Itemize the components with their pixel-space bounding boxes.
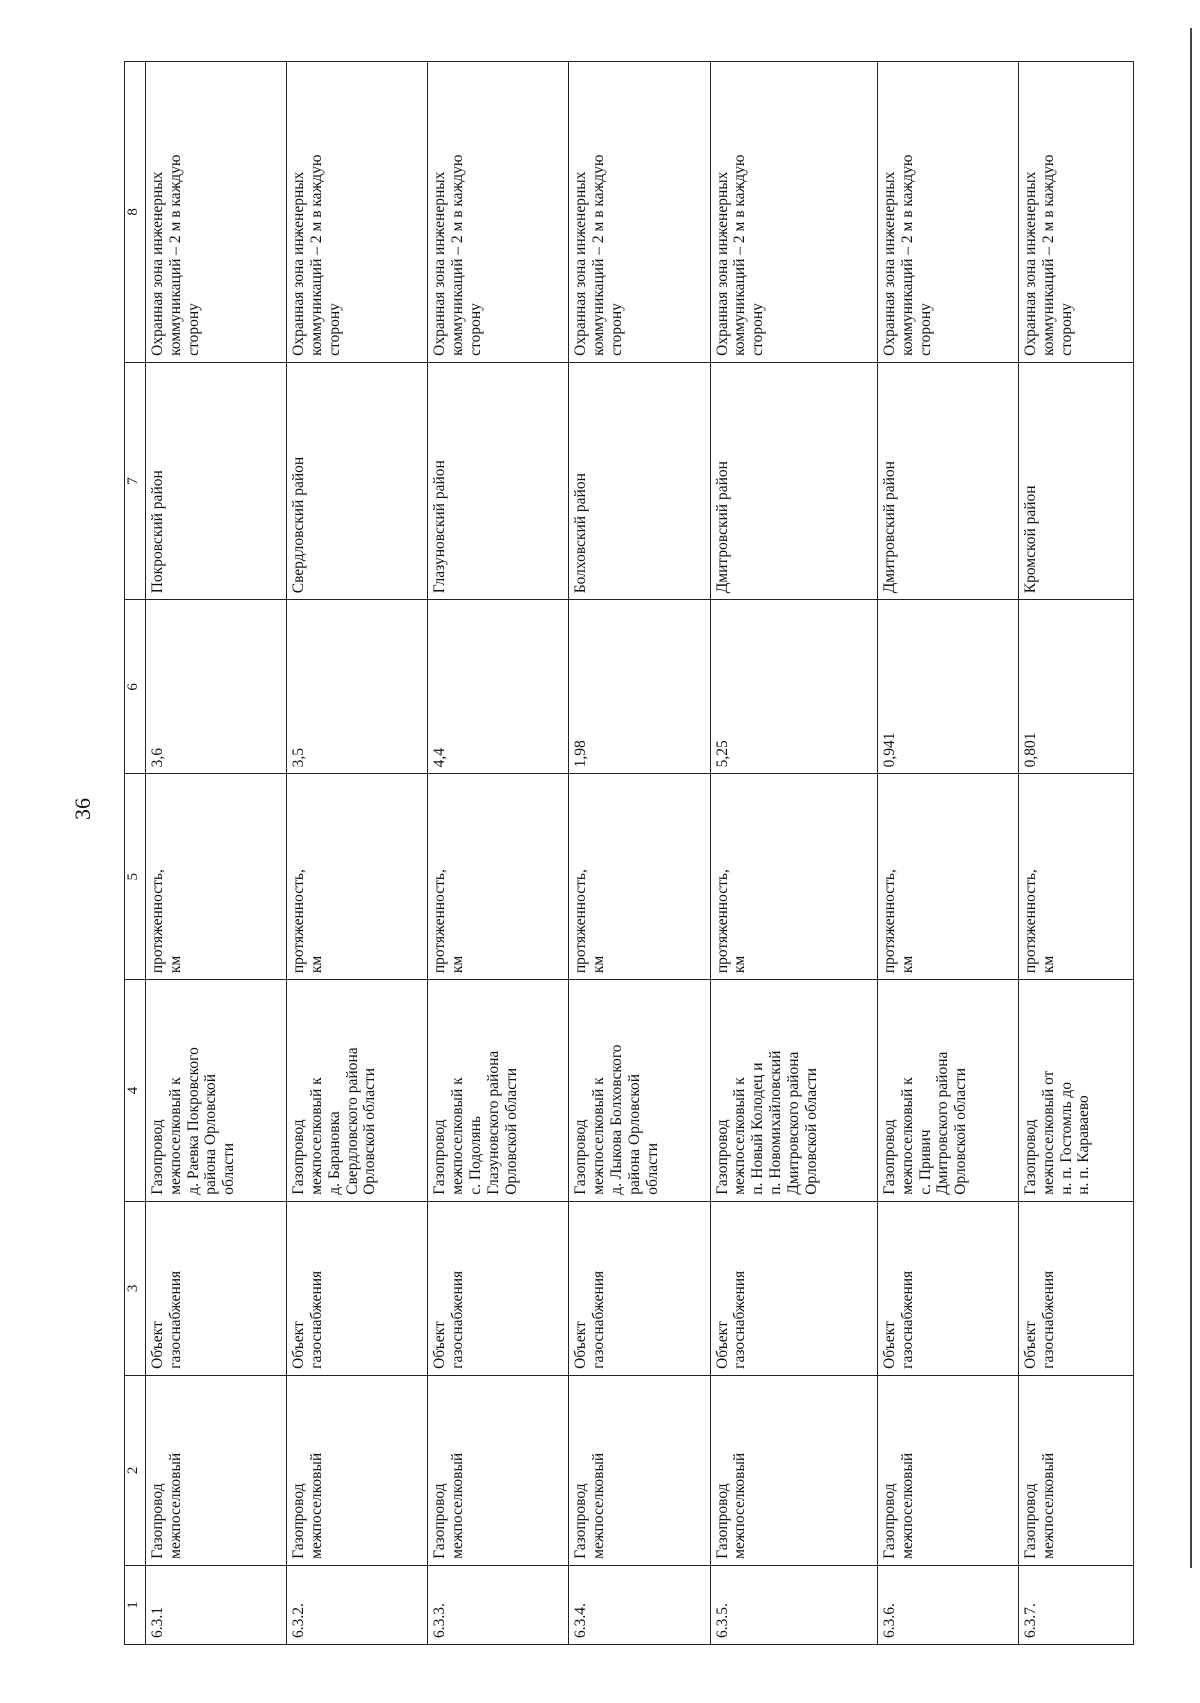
cell-type (710, 1201, 877, 1375)
cell-zone (146, 62, 287, 363)
cell-value: 4,4 (428, 600, 569, 774)
cell-name-line: Газопровод (713, 1483, 731, 1559)
cell-type-line: Объект (880, 1321, 898, 1369)
cell-desc (877, 980, 1018, 1202)
cell-desc-line: Газопровод (880, 1119, 898, 1195)
cell-desc-line: Газопровод (290, 1119, 308, 1195)
cell-zone (710, 62, 877, 363)
page-number: 36 (70, 798, 95, 820)
cell-name (877, 1375, 1018, 1565)
cell-type (569, 1201, 710, 1375)
cell-name-line: Газопровод (880, 1483, 898, 1559)
header-row (125, 62, 146, 1645)
cell-zone-line: Охранная зона инженерных (290, 171, 308, 356)
cell-desc-line: Орловской области (952, 1067, 970, 1195)
cell-desc-line: Свердловского района (343, 1047, 361, 1195)
cell-zone (428, 62, 569, 363)
cell-desc-line: Орловской области (802, 1067, 820, 1195)
cell-zone-line: коммуникаций – 2 м в каждую (1039, 154, 1057, 356)
scan-edge-line (1190, 28, 1192, 1568)
cell-zone-line: Охранная зона инженерных (1022, 171, 1040, 356)
cell-zone-line: коммуникаций – 2 м в каждую (898, 154, 916, 356)
cell-zone-line: сторону (466, 303, 484, 356)
cell-value: 3,6 (146, 600, 287, 774)
cell-param (877, 774, 1018, 980)
cell-param-line: протяженность, (1022, 869, 1040, 974)
table-row (428, 62, 569, 1645)
table-row (710, 62, 877, 1645)
cell-desc-line: Газопровод (1022, 1119, 1040, 1195)
cell-num: 6.3.1 (146, 1565, 287, 1644)
cell-param-line: протяженность, (713, 869, 731, 974)
cell-num: 6.3.7. (1019, 1565, 1134, 1644)
cell-desc-line: с. Привич (916, 1129, 934, 1195)
cell-name (1019, 1375, 1134, 1565)
header-col-6: 6 (125, 600, 146, 774)
cell-num: 6.3.3. (428, 1565, 569, 1644)
cell-desc (428, 980, 569, 1202)
cell-name-line: межпоселковый (166, 1452, 184, 1559)
cell-param-line: км (590, 955, 608, 974)
cell-value: 1,98 (569, 600, 710, 774)
cell-type-line: газоснабжения (449, 1270, 467, 1369)
table-row (146, 62, 287, 1645)
header-col-4: 4 (125, 980, 146, 1202)
cell-num: 6.3.5. (710, 1565, 877, 1644)
cell-name-line: Газопровод (149, 1483, 166, 1559)
cell-param-line: протяженность, (290, 869, 308, 974)
cell-type-line: газоснабжения (898, 1270, 916, 1369)
cell-param-line: протяженность, (572, 869, 590, 974)
cell-zone-line: Охранная зона инженерных (149, 171, 166, 356)
cell-num: 6.3.6. (877, 1565, 1018, 1644)
cell-desc-line: п. Новомихайловский (767, 1050, 784, 1195)
cell-desc-line: н. п. Караваево (1075, 1095, 1093, 1195)
cell-zone-line: сторону (184, 303, 202, 356)
cell-desc-line: д. Барановка (325, 1111, 343, 1195)
cell-param (287, 774, 428, 980)
gas-pipeline-table (124, 61, 1134, 1645)
cell-param (146, 774, 287, 980)
cell-desc-line: межпоселковый к (898, 1077, 916, 1195)
cell-desc-line: межпоселковый к (166, 1077, 184, 1195)
cell-desc-line: области (220, 1142, 238, 1195)
cell-name-line: Газопровод (1022, 1483, 1040, 1559)
cell-name (287, 1375, 428, 1565)
cell-desc-line: п. Новый Колодец и (749, 1062, 767, 1195)
cell-name-line: Газопровод (431, 1483, 449, 1559)
cell-desc (569, 980, 710, 1202)
cell-district: Болховский район (569, 362, 710, 599)
cell-desc (1019, 980, 1134, 1202)
table-row (1019, 62, 1134, 1645)
cell-zone (877, 62, 1018, 363)
cell-desc-line: межпоселковый к (449, 1077, 467, 1195)
rotated-table-container (124, 61, 1134, 1645)
cell-district: Дмитровский район (710, 362, 877, 599)
cell-zone-line: коммуникаций – 2 м в каждую (449, 154, 467, 356)
header-col-7: 7 (125, 362, 146, 599)
cell-district: Дмитровский район (877, 362, 1018, 599)
cell-type (877, 1201, 1018, 1375)
cell-value: 0,941 (877, 600, 1018, 774)
cell-zone-line: коммуникаций – 2 м в каждую (590, 154, 608, 356)
cell-param-line: км (307, 955, 325, 974)
cell-desc-line: д. Раевка Покровского (184, 1047, 202, 1195)
cell-param (710, 774, 877, 980)
cell-zone-line: сторону (1057, 303, 1075, 356)
cell-num: 6.3.4. (569, 1565, 710, 1644)
cell-zone-line: коммуникаций – 2 м в каждую (166, 154, 184, 356)
cell-param (1019, 774, 1134, 980)
table-row (287, 62, 428, 1645)
cell-type (1019, 1201, 1134, 1375)
cell-param-line: км (166, 955, 184, 974)
cell-name-line: Газопровод (572, 1483, 590, 1559)
cell-name-line: межпоселковый (731, 1452, 749, 1559)
cell-desc-line: района Орловской (202, 1073, 220, 1195)
cell-name-line: Газопровод (290, 1483, 308, 1559)
cell-name (710, 1375, 877, 1565)
cell-desc-line: Газопровод (149, 1119, 166, 1195)
cell-param-line: протяженность, (149, 869, 166, 974)
cell-zone-line: сторону (325, 303, 343, 356)
cell-type-line: газоснабжения (166, 1270, 184, 1369)
cell-desc-line: межпоселковый к (731, 1077, 749, 1195)
cell-type-line: Объект (713, 1321, 731, 1369)
cell-type-line: Объект (1022, 1321, 1040, 1369)
cell-param-line: км (449, 955, 467, 974)
cell-value: 5,25 (710, 600, 877, 774)
header-col-2: 2 (125, 1375, 146, 1565)
cell-desc (287, 980, 428, 1202)
cell-desc-line: Газопровод (713, 1119, 731, 1195)
cell-zone-line: Охранная зона инженерных (431, 171, 449, 356)
cell-value: 3,5 (287, 600, 428, 774)
cell-zone (569, 62, 710, 363)
cell-name-line: межпоселковый (1039, 1452, 1057, 1559)
cell-zone (287, 62, 428, 363)
header-col-1: 1 (125, 1565, 146, 1644)
cell-param-line: протяженность, (431, 869, 449, 974)
cell-type (428, 1201, 569, 1375)
cell-name-line: межпоселковый (449, 1452, 467, 1559)
cell-type-line: Объект (572, 1321, 590, 1369)
cell-name-line: межпоселковый (898, 1452, 916, 1559)
cell-param-line: км (731, 955, 749, 974)
cell-desc-line: Орловской области (361, 1067, 379, 1195)
cell-zone-line: Охранная зона инженерных (572, 171, 590, 356)
table-row (877, 62, 1018, 1645)
cell-type-line: газоснабжения (731, 1270, 749, 1369)
cell-desc-line: области (643, 1142, 661, 1195)
cell-type (287, 1201, 428, 1375)
cell-desc-line: Орловской области (502, 1067, 520, 1195)
cell-zone-line: сторону (608, 303, 626, 356)
cell-desc-line: Газопровод (431, 1119, 449, 1195)
table-row (569, 62, 710, 1645)
cell-district: Свердловский район (287, 362, 428, 599)
cell-desc-line: межпоселковый от (1039, 1070, 1057, 1195)
cell-param-line: км (898, 955, 916, 974)
cell-type (146, 1201, 287, 1375)
cell-zone-line: коммуникаций – 2 м в каждую (731, 154, 749, 356)
cell-desc-line: с. Подолянь (466, 1115, 484, 1195)
cell-zone (1019, 62, 1134, 363)
cell-type-line: газоснабжения (307, 1270, 325, 1369)
cell-type-line: Объект (431, 1321, 449, 1369)
cell-type-line: Объект (149, 1321, 166, 1369)
cell-name-line: межпоселковый (307, 1452, 325, 1559)
cell-desc-line: Дмитровского района (784, 1051, 802, 1195)
cell-desc-line: межпоселковый к (590, 1077, 608, 1195)
header-col-8: 8 (125, 62, 146, 363)
cell-desc-line: межпоселковый к (307, 1077, 325, 1195)
cell-district: Покровский район (146, 362, 287, 599)
cell-param (569, 774, 710, 980)
header-col-5: 5 (125, 774, 146, 980)
cell-value: 0,801 (1019, 600, 1134, 774)
cell-name (146, 1375, 287, 1565)
cell-zone-line: сторону (916, 303, 934, 356)
cell-desc (146, 980, 287, 1202)
cell-zone-line: Охранная зона инженерных (880, 171, 898, 356)
cell-district: Глазуновский район (428, 362, 569, 599)
cell-district: Кромской район (1019, 362, 1134, 599)
cell-desc-line: н. п. Гостомль до (1057, 1081, 1075, 1195)
cell-name (569, 1375, 710, 1565)
cell-desc-line: Газопровод (572, 1119, 590, 1195)
header-col-3: 3 (125, 1201, 146, 1375)
cell-desc-line: Дмитровского района (934, 1051, 952, 1195)
cell-zone-line: Охранная зона инженерных (713, 171, 731, 356)
cell-name-line: межпоселковый (590, 1452, 608, 1559)
cell-zone-line: сторону (749, 303, 767, 356)
cell-desc (710, 980, 877, 1202)
cell-num: 6.3.2. (287, 1565, 428, 1644)
cell-name (428, 1375, 569, 1565)
cell-param (428, 774, 569, 980)
cell-param-line: протяженность, (880, 869, 898, 974)
cell-zone-line: коммуникаций – 2 м в каждую (307, 154, 325, 356)
cell-type-line: газоснабжения (1039, 1270, 1057, 1369)
cell-desc-line: района Орловской (625, 1073, 643, 1195)
cell-type-line: Объект (290, 1321, 308, 1369)
cell-type-line: газоснабжения (590, 1270, 608, 1369)
cell-desc-line: Глазуновского района (484, 1050, 502, 1195)
cell-desc-line: д. Лыкова Болховского (608, 1044, 626, 1195)
cell-param-line: км (1039, 955, 1057, 974)
